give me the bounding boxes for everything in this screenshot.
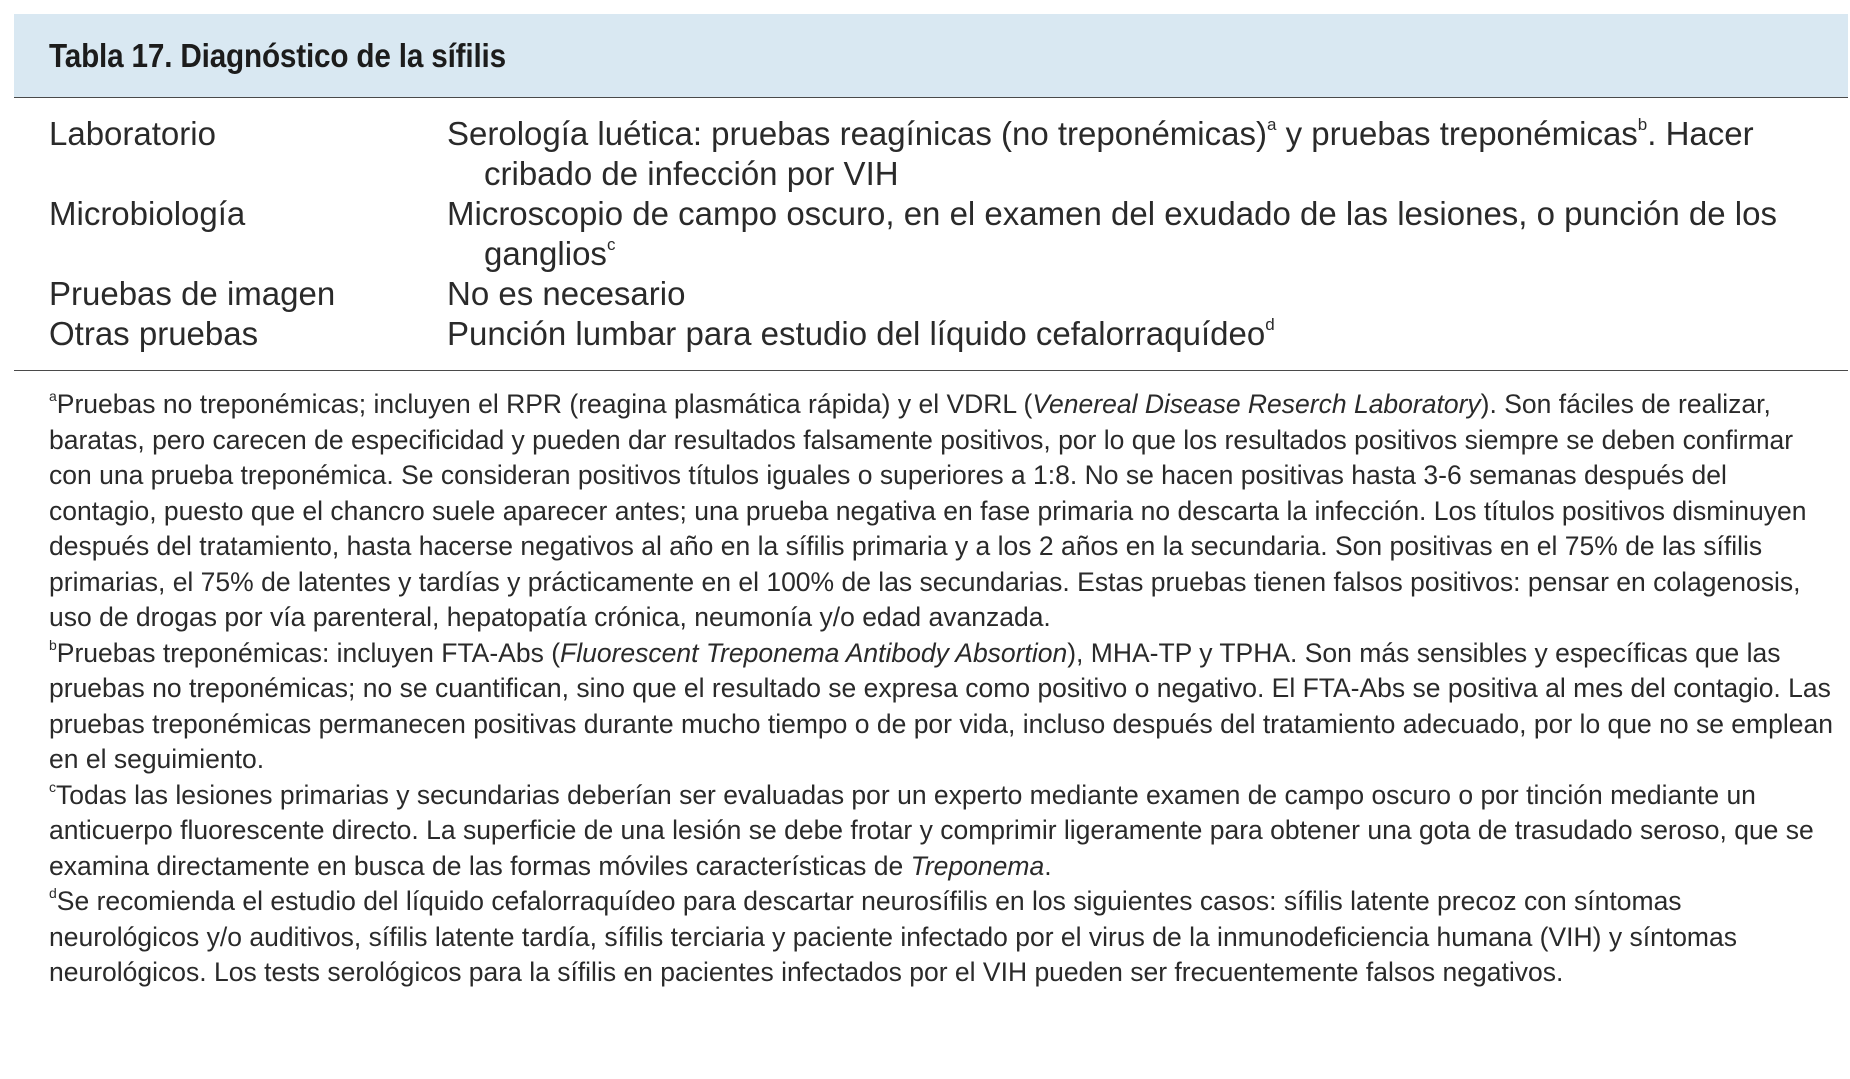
footnote-text: Se recomienda el estudio del líquido cefalorraquídeo para descartar neurosífilis en los siguientes casos: sífilis latente precoz con síntomas neurológicos y/o auditivos, sífilis latente tardía, sífilis terciaria y paciente infectado por el virus de la inmunodeficiencia humana (VIH) y síntomas neurológicos. Los tests serológicos para la sífilis en pacientes infectados por el VIH pueden ser frecuentemente falsos negativos. — [49, 886, 1737, 987]
table-header — [14, 14, 1848, 98]
row-label: Pruebas de imagen — [49, 275, 336, 312]
row-value — [447, 274, 1848, 314]
footnote-text: ), MHA-TP y TPHA. Son más sensibles y específicas que las pruebas no treponémicas; no se cuantifican, sino que el resultado se expresa como positivo o negativo. El FTA-Abs se positiva al mes del contagio. Las pruebas treponémicas permanecen positivas durante mucho tiempo o de por vida, incluso después del tratamiento adecuado, por lo que no se emplean en el seguimiento. — [49, 637, 1833, 774]
table-title: Tabla 17. Diagnóstico de la sífilis — [49, 36, 506, 74]
row-label: Otras pruebas — [49, 315, 259, 352]
table-footnotes — [14, 371, 1848, 991]
footnote-text: Pruebas treponémicas: incluyen FTA-Abs ( — [56, 637, 561, 668]
footnote-italic: Fluorescent Treponema Antibody Absortion — [560, 637, 1068, 668]
table-row-otras-pruebas — [14, 314, 1848, 354]
row-value-text: Serología luética: pruebas reagínicas (no treponémicas) — [447, 115, 1267, 152]
row-value — [447, 194, 1848, 274]
footnote-marker: a — [49, 388, 57, 404]
footnote-italic: Venereal Disease Reserch Laboratory — [1032, 389, 1481, 419]
row-value-text: Punción lumbar para estudio del líquido cefalorraquídeo — [447, 315, 1266, 352]
footnote-ref-c: c — [606, 235, 616, 254]
footnote-italic: Treponema — [910, 850, 1045, 881]
table-row-laboratorio — [14, 114, 1848, 194]
footnote-marker: c — [49, 778, 56, 795]
footnote-b — [49, 636, 1838, 778]
table-row-microbiologia — [14, 194, 1848, 274]
row-value-text: y pruebas treponémicas — [1276, 115, 1638, 152]
row-value-text: No es necesario — [447, 275, 686, 312]
row-label: Laboratorio — [49, 115, 216, 152]
footnote-marker: d — [49, 885, 57, 901]
footnote-text: Pruebas no treponémicas; incluyen el RPR (reagina plasmática rápida) y el VDRL ( — [56, 389, 1033, 419]
footnote-c — [49, 778, 1838, 885]
table-body — [14, 98, 1848, 371]
row-value-text: . Hacer cribado de infección por VIH — [484, 115, 1754, 192]
row-label: Microbiología — [49, 195, 246, 232]
footnote-ref-a: a — [1266, 115, 1277, 134]
row-value-text: Microscopio de campo oscuro, en el examen del exudado de las lesiones, o punción de los ganglios — [447, 195, 1777, 272]
footnote-ref-b: b — [1637, 115, 1648, 134]
row-value — [447, 314, 1848, 354]
footnote-text: . — [1044, 850, 1052, 881]
footnote-text: Todas las lesiones primarias y secundarias deberían ser evaluadas por un experto mediante examen de campo oscuro o por tinción mediante un anticuerpo fluorescente directo. La superficie de una lesión se debe frotar y comprimir ligeramente para obtener una gota de trasudado seroso, que se examina directamente en busca de las formas móviles características de — [49, 779, 1814, 881]
table-row-pruebas-imagen — [14, 274, 1848, 314]
footnote-marker: b — [49, 636, 57, 653]
diagnosis-table — [14, 14, 1848, 991]
row-value — [447, 114, 1848, 194]
footnote-a — [49, 387, 1838, 636]
footnote-d — [49, 884, 1838, 991]
footnote-text: ). Son fáciles de realizar, baratas, pero carecen de especificidad y pueden dar resultados falsamente positivos, por lo que los resultados positivos siempre se deben confirmar con una prueba treponémica. Se consideran positivos títulos iguales o superiores a 1:8. No se hacen positivas hasta 3-6 semanas después del contagio, puesto que el chancro suele aparecer antes; una prueba negativa en fase primaria no descarta la infección. Los títulos positivos disminuyen después del tratamiento, hasta hacerse negativos al año en la sífilis primaria y a los 2 años en la secundaria. Son positivas en el 75% de las sífilis primarias, el 75% de latentes y tardías y prácticamente en el 100% de las secundarias. Estas pruebas tienen falsos positivos: pensar en colagenosis, uso de drogas por vía parenteral, hepatopatía crónica, neumonía y/o edad avanzada. — [49, 389, 1807, 632]
footnote-ref-d: d — [1265, 315, 1275, 334]
